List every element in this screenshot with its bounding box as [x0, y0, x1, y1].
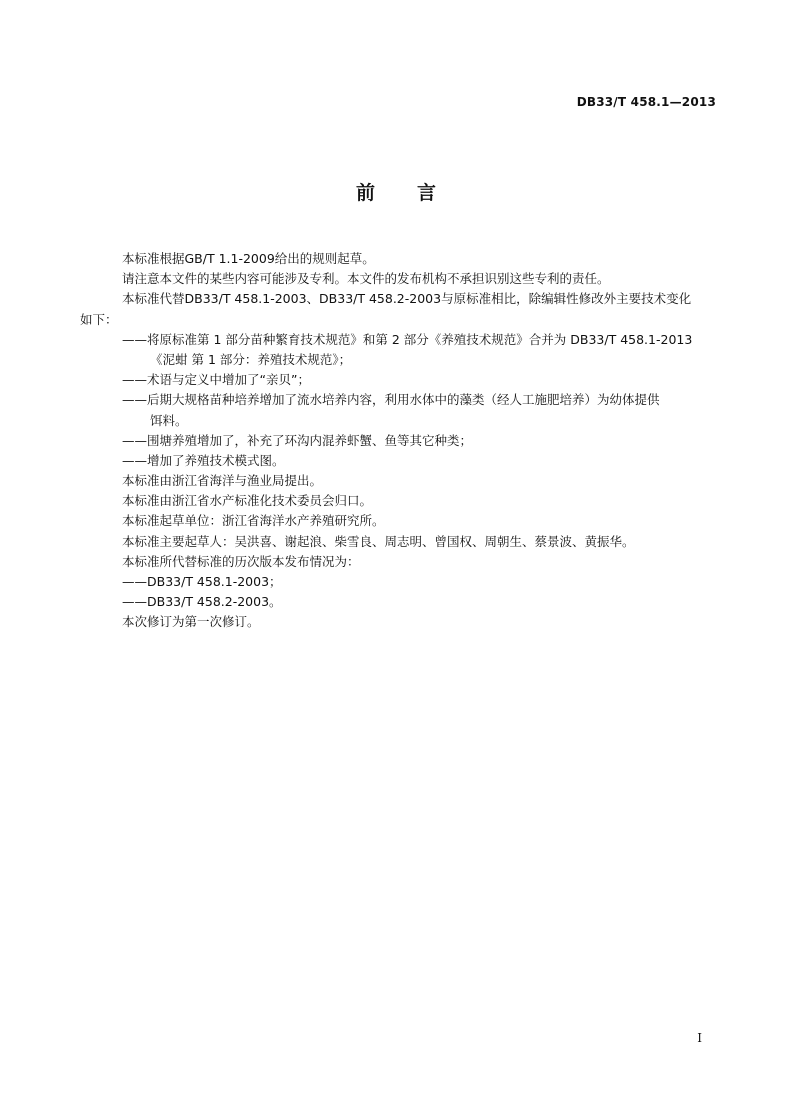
paragraph-previous-versions: 本标准所代替标准的历次版本发布情况为：	[122, 553, 360, 569]
paragraph-centralized: 本标准由浙江省水产标准化技术委员会归口。	[122, 493, 373, 509]
change-item-1-cont: 《泥蚶 第 1 部分：养殖技术规范》；	[150, 351, 352, 367]
paragraph-proposer: 本标准由浙江省海洋与渔业局提出。	[122, 473, 323, 489]
paragraph-replacement-cont: 如下：	[80, 311, 118, 327]
change-item-5: ——增加了养殖技术模式图。	[122, 452, 285, 468]
preface-body	[80, 249, 720, 633]
change-item-3: ——后期大规格苗种培养增加了流水培养内容，利用水体中的藻类（经人工施肥培养）为幼体提供	[122, 392, 660, 408]
standard-code: DB33/T 458.1—2013	[576, 95, 716, 109]
paragraph-drafters: 本标准主要起草人：吴洪喜、谢起浪、柴雪良、周志明、曾国权、周朝生、蔡景波、黄振华。	[122, 533, 635, 549]
change-item-3-cont: 饵料。	[150, 412, 188, 428]
paragraph-drafting-unit: 本标准起草单位：浙江省海洋水产养殖研究所。	[122, 513, 385, 529]
change-item-4: ——围塘养殖增加了，补充了环沟内混养虾蟹、鱼等其它种类；	[122, 432, 473, 448]
page-number: I	[697, 1031, 702, 1045]
paragraph-patent-notice: 请注意本文件的某些内容可能涉及专利。本文件的发布机构不承担识别这些专利的责任。	[122, 271, 610, 287]
previous-version-1: ——DB33/T 458.1-2003；	[122, 574, 282, 589]
paragraph-replacement: 本标准代替DB33/T 458.1-2003、DB33/T 458.2-2003与原标准相比，除编辑性修改外主要技术变化	[122, 291, 692, 307]
change-item-1: ——将原标准第 1 部分苗种繁育技术规范》和第 2 部分《养殖技术规范》合并为 DB33/T 458.1-2013	[122, 331, 693, 347]
change-item-2: ——术语与定义中增加了“亲贝”；	[122, 372, 310, 388]
page-title: 前言	[355, 182, 478, 204]
paragraph-revision: 本次修订为第一次修订。	[122, 614, 260, 630]
previous-version-2: ——DB33/T 458.2-2003。	[122, 594, 282, 610]
paragraph-drafting-rules: 本标准根据GB/T 1.1-2009给出的规则起草。	[122, 251, 375, 266]
